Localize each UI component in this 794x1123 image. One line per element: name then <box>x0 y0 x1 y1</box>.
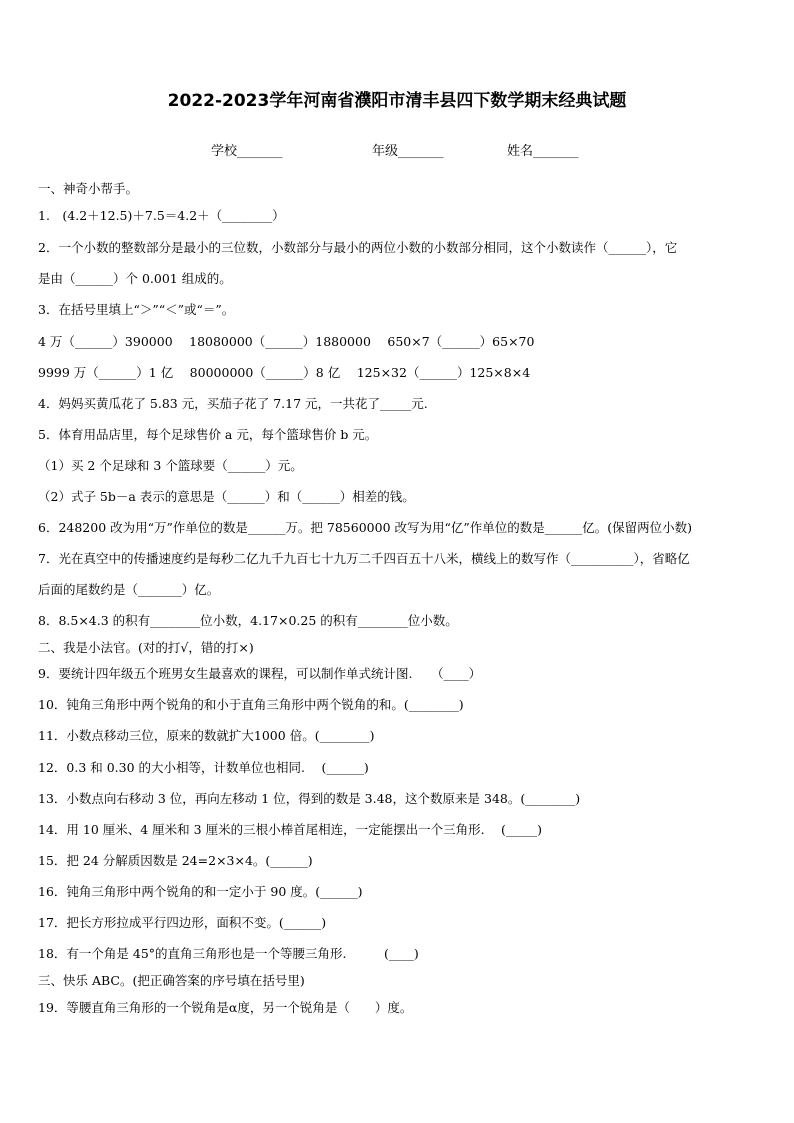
question-16: 16．钝角三角形中两个锐角的和一定小于 90 度。(______) <box>38 884 363 899</box>
question-12: 12．0.3 和 0.30 的大小相等，计数单位也相同. (______) <box>38 760 369 775</box>
section-3-heading: 三、快乐 ABC。(把正确答案的序号填在括号里) <box>38 973 305 988</box>
question-9: 9．要统计四年级五个班男女生最喜欢的课程，可以制作单式统计图. （____） <box>38 666 482 681</box>
question-7-cont: 后面的尾数约是（_______）亿。 <box>38 582 220 597</box>
question-6: 6．248200 改为用“万”作单位的数是______万。把 78560000 改写为用“亿”作单位的数是______亿。(保留两位小数) <box>38 520 693 535</box>
question-7: 7．光在真空中的传播速度约是每秒二亿九千九百七十九万二千四百五十八米，横线上的数写作（__________），省略亿 <box>38 551 690 566</box>
question-3-row-2: 9999 万（______）1 亿 80000000（______）8 亿 125×32（______）125×8×4 <box>38 365 531 380</box>
grade-field: 年级_______ <box>372 144 444 159</box>
question-13: 13．小数点向右移动 3 位，再向左移动 1 位，得到的数是 3.48，这个数原来是 348。(________) <box>38 791 581 806</box>
name-field: 姓名_______ <box>507 144 579 159</box>
question-2: 2．一个小数的整数部分是最小的三位数，小数部分与最小的两位小数的小数部分相同，这个小数读作（______），它 <box>38 240 678 255</box>
question-5: 5．体育用品店里，每个足球售价 a 元，每个篮球售价 b 元。 <box>38 427 378 442</box>
question-5-part-2: （2）式子 5b－a 表示的意思是（______）和（______）相差的钱。 <box>38 489 415 504</box>
question-1: 1. (4.2＋12.5)＋7.5＝4.2＋（________） <box>38 208 285 223</box>
question-5-part-1: （1）买 2 个足球和 3 个篮球要（______）元。 <box>38 458 303 473</box>
question-19: 19．等腰直角三角形的一个锐角是α度，另一个锐角是（ ）度。 <box>38 1000 413 1015</box>
page-title: 2022-2023学年河南省濮阳市清丰县四下数学期末经典试题 <box>167 91 627 111</box>
section-2-heading: 二、我是小法官。(对的打√，错的打×) <box>38 640 254 655</box>
question-8: 8．8.5×4.3 的积有________位小数，4.17×0.25 的积有________位小数。 <box>38 613 458 628</box>
question-14: 14．用 10 厘米、4 厘米和 3 厘米的三根小棒首尾相连，一定能摆出一个三角形. (_____) <box>38 822 543 837</box>
question-15: 15．把 24 分解质因数是 24=2×3×4。(______) <box>38 853 313 868</box>
question-3-row-1: 4 万（______）390000 18080000（______）1880000 650×7（______）65×70 <box>38 334 535 349</box>
question-18: 18．有一个角是 45°的直角三角形也是一个等腰三角形. (____) <box>38 946 419 961</box>
section-1-heading: 一、神奇小帮手。 <box>38 181 139 196</box>
question-2-cont: 是由（______）个 0.001 组成的。 <box>38 271 232 286</box>
question-11: 11．小数点移动三位，原来的数就扩大1000 倍。(________) <box>38 728 375 743</box>
question-3: 3．在括号里填上“＞”“＜”或“＝”。 <box>38 302 235 317</box>
school-field: 学校_______ <box>211 144 283 159</box>
question-4: 4．妈妈买黄瓜花了 5.83 元，买茄子花了 7.17 元，一共花了_____元. <box>38 396 428 411</box>
question-17: 17．把长方形拉成平行四边形，面积不变。(______) <box>38 915 327 930</box>
question-10: 10．钝角三角形中两个锐角的和小于直角三角形中两个锐角的和。(________) <box>38 697 464 712</box>
